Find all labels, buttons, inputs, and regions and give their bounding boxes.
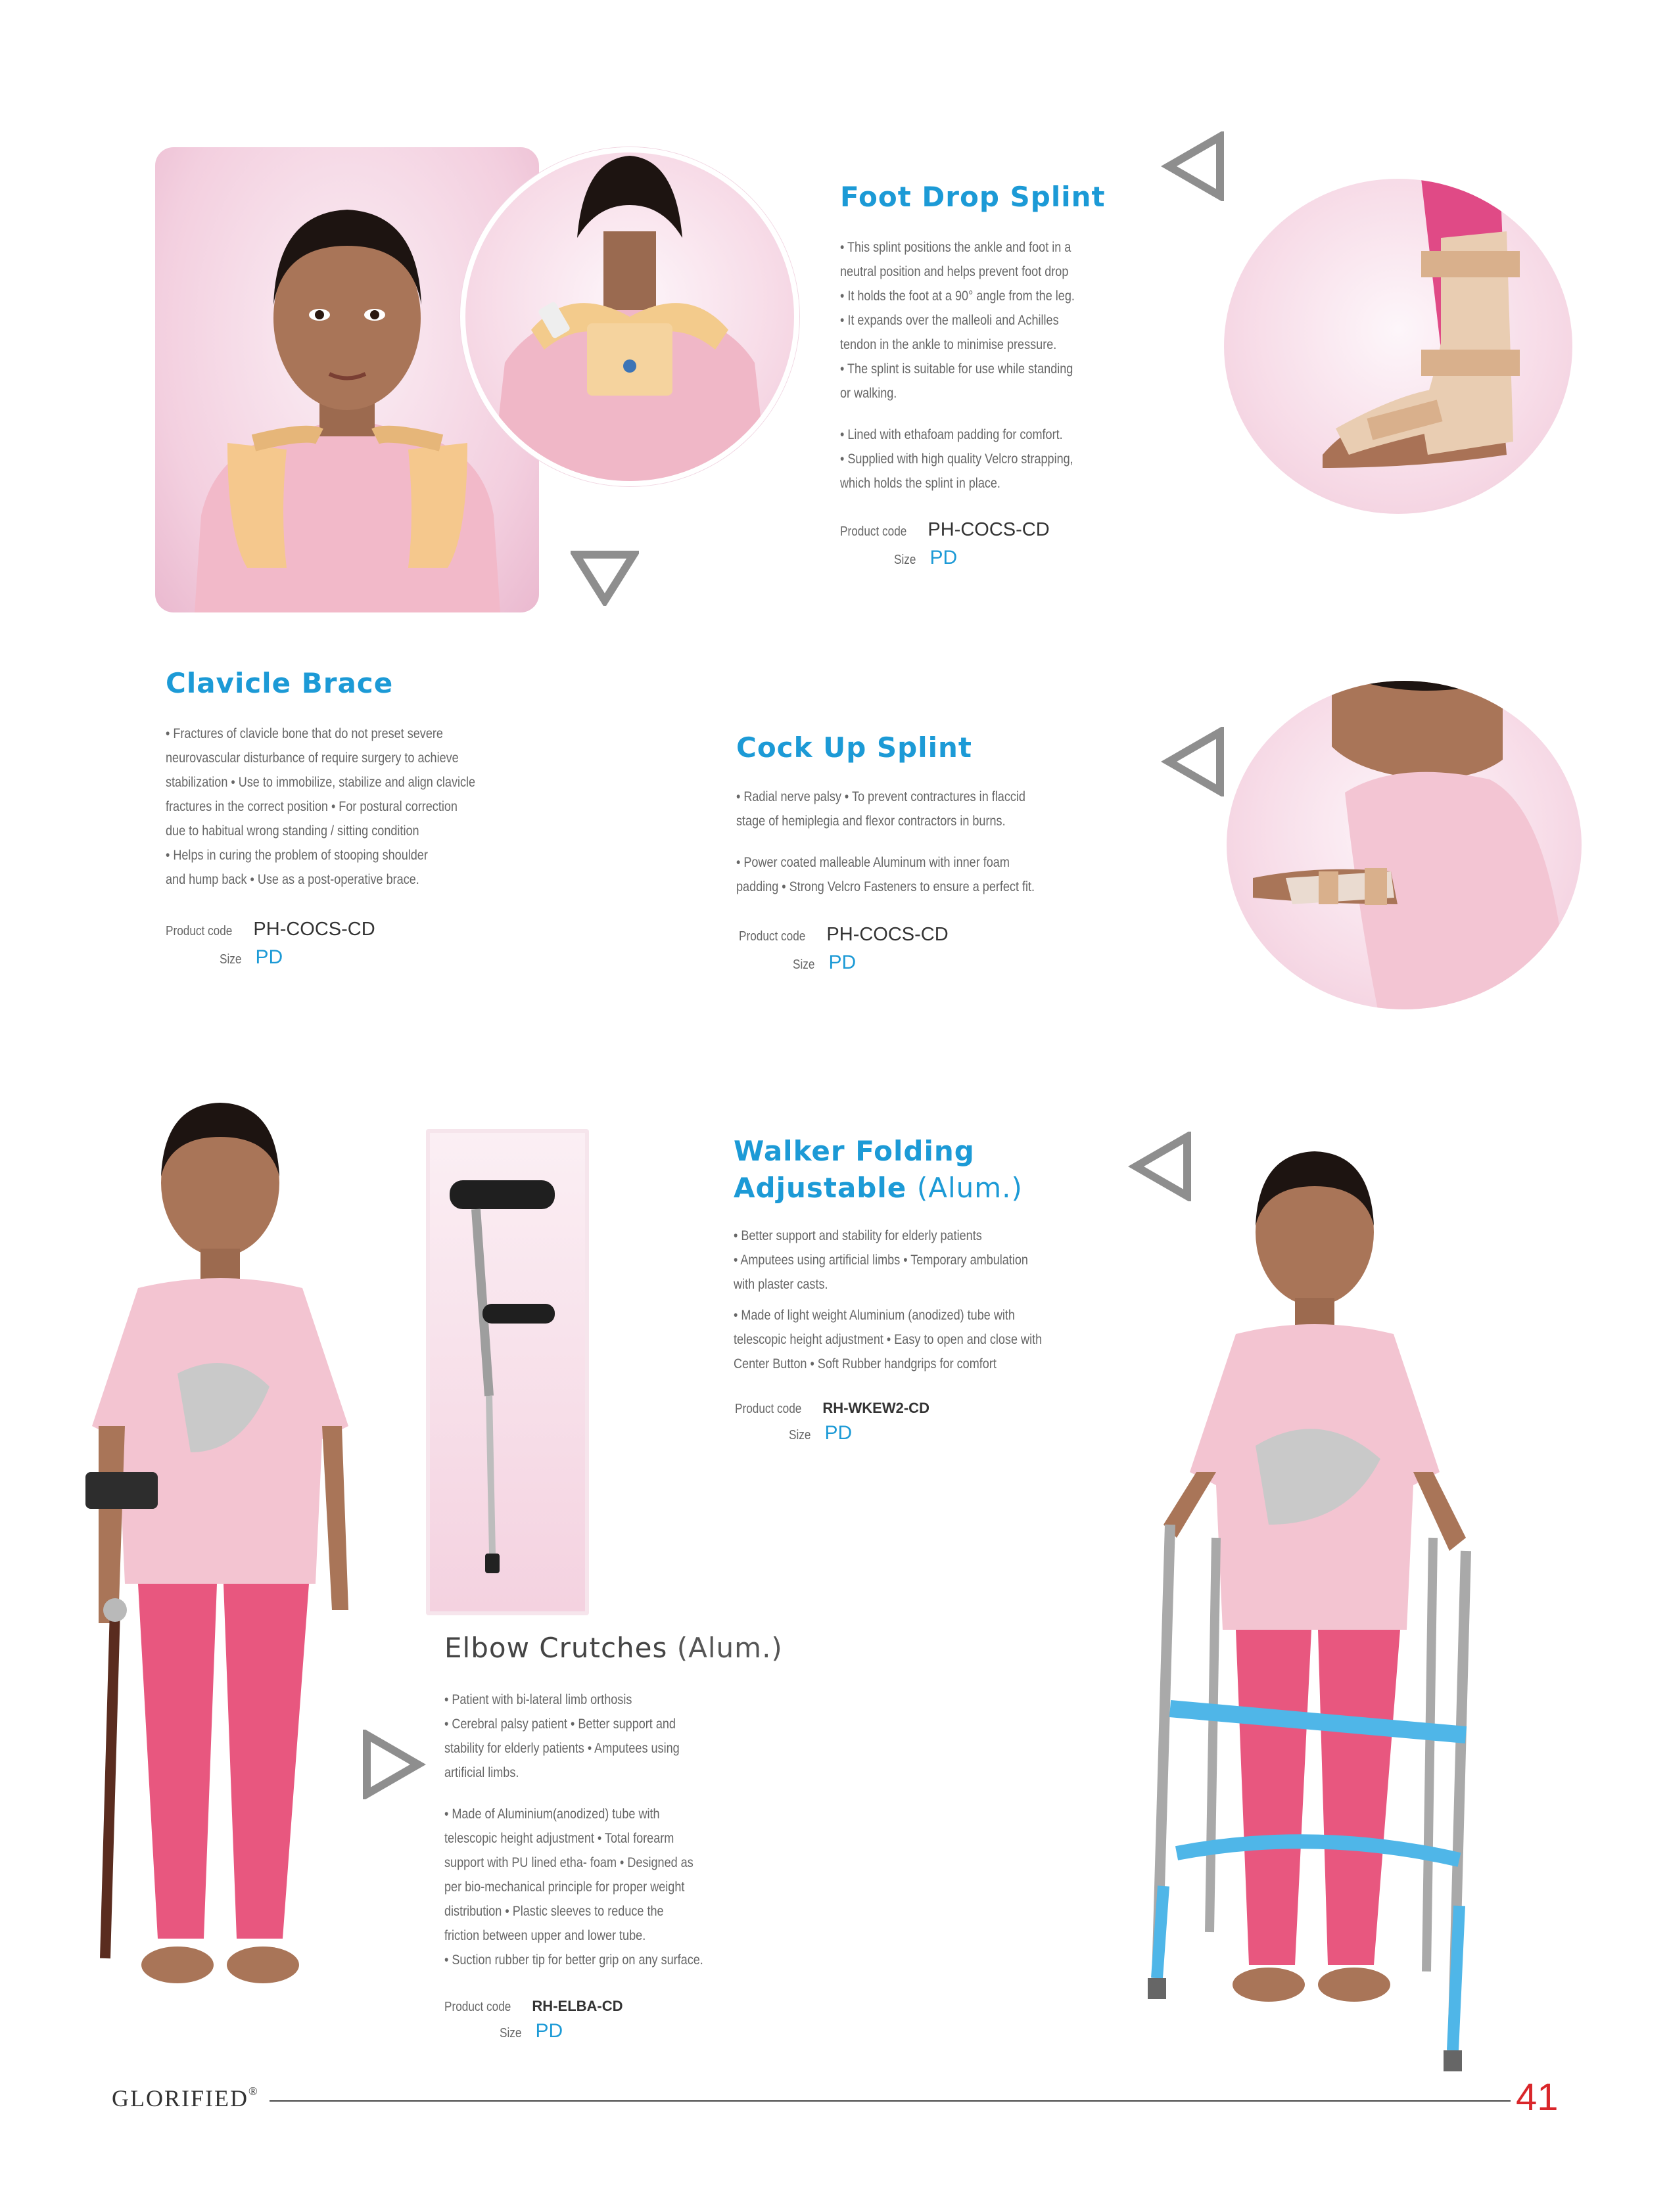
footer-divider (270, 2100, 1511, 2102)
product-code-value: RH-WKEW2-CD (822, 1400, 929, 1416)
page-number: 41 (1516, 2076, 1559, 2119)
clavicle-title: Clavicle Brace (166, 667, 394, 699)
walker-title-line2 (734, 1170, 1023, 1207)
bullet-line: stability for elderly patients • Amputees using (444, 1741, 680, 1756)
bullet-line: • Helps in curing the problem of stooping shoulder (166, 848, 428, 863)
bullet-line: which holds the splint in place. (840, 476, 1000, 491)
bullet-line: artificial limbs. (444, 1765, 519, 1780)
foot-drop-title: Foot Drop Splint (840, 181, 1106, 213)
walker-title-line2-text: Adjustable (734, 1172, 907, 1204)
bullet-line: • Radial nerve palsy • To prevent contractures in flaccid (736, 789, 1025, 804)
product-code-label: Product code (444, 2000, 511, 2014)
bullet-line: • Amputees using artificial limbs • Temporary ambulation (734, 1253, 1028, 1268)
size-value: PD (929, 547, 958, 568)
product-code-value: PH-COCS-CD (928, 519, 1050, 540)
bullet-line: • Power coated malleable Aluminum with inner foam (736, 855, 1010, 870)
bullet-line: telescopic height adjustment • Total forearm (444, 1831, 674, 1846)
bullet-line: neutral position and helps prevent foot drop (840, 264, 1069, 279)
brand-registered-mark: ® (248, 2085, 259, 2098)
bullet-line: • Made of light weight Aluminium (anodized) tube with (734, 1308, 1015, 1323)
walker-child-photo (1085, 1130, 1492, 2077)
size-value: PD (255, 946, 283, 968)
bullet-line: with plaster casts. (734, 1277, 828, 1292)
foot-drop-photo (1224, 179, 1572, 514)
crutches-title-text: Elbow Crutches (444, 1632, 668, 1664)
size-value: PD (535, 2020, 563, 2042)
bullet-line: stabilization • Use to immobilize, stabilize and align clavicle (166, 775, 476, 790)
clavicle-bullets (166, 722, 639, 892)
walker-title (734, 1133, 1023, 1207)
crutches-title-suffix: (Alum.) (676, 1632, 783, 1664)
size-label: Size (500, 2026, 522, 2040)
triangle-right-icon (360, 1730, 426, 1799)
crutches-child-photo (72, 1084, 375, 2096)
size-label: Size (894, 553, 916, 567)
foot-drop-bullets (840, 235, 1195, 495)
clavicle-brace-back-photo (460, 147, 799, 486)
bullet-line: • This splint positions the ankle and foot in a (840, 240, 1071, 255)
bullet-line: • The splint is suitable for use while standing (840, 361, 1073, 377)
elbow-crutch-product-photo (426, 1129, 589, 1615)
size-label: Size (793, 957, 815, 972)
bullet-line: friction between upper and lower tube. (444, 1928, 646, 1943)
size-label: Size (789, 1428, 811, 1442)
bullet-line: per bio-mechanical principle for proper weight (444, 1879, 685, 1895)
bullet-line: • It expands over the malleoli and Achilles (840, 313, 1059, 328)
bullet-line: neurovascular disturbance of require surgery to achieve (166, 750, 459, 766)
bullet-line: and hump back • Use as a post-operative brace. (166, 872, 419, 887)
bullet-line: Center Button • Soft Rubber handgrips for comfort (734, 1356, 997, 1371)
cock-up-bullets (736, 785, 1183, 899)
bullet-line: padding • Strong Velcro Fasteners to ensure a perfect fit. (736, 879, 1035, 894)
bullet-line: • Supplied with high quality Velcro strapping, (840, 451, 1073, 467)
walker-title-line1: Walker Folding (734, 1135, 975, 1167)
bullet-line: due to habitual wrong standing / sitting condition (166, 823, 419, 839)
bullet-line: telescopic height adjustment • Easy to open and close with (734, 1332, 1043, 1347)
product-code-label: Product code (735, 1402, 802, 1416)
triangle-left-icon (1161, 131, 1227, 201)
bullet-line: tendon in the ankle to minimise pressure. (840, 337, 1057, 352)
size-value: PD (824, 1422, 853, 1444)
crutches-title (444, 1630, 783, 1667)
bullet-line: or walking. (840, 386, 897, 401)
bullet-line: stage of hemiplegia and flexor contractors in burns. (736, 814, 1006, 829)
crutches-product-code (444, 1998, 623, 2015)
walker-product-code (735, 1400, 929, 1417)
walker-size (789, 1422, 852, 1444)
walker-title-suffix: (Alum.) (916, 1172, 1023, 1204)
bullet-line: distribution • Plastic sleeves to reduce the (444, 1904, 664, 1919)
product-code-label: Product code (166, 924, 233, 938)
product-code-label: Product code (840, 524, 907, 539)
size-value: PD (828, 952, 857, 973)
bullet-line: support with PU lined etha- foam • Designed as (444, 1855, 693, 1870)
cock-up-size (793, 952, 856, 974)
bullet-line: • Lined with ethafoam padding for comfort. (840, 427, 1063, 442)
bullet-line: • Patient with bi-lateral limb orthosis (444, 1692, 632, 1707)
bullet-line: • Better support and stability for elderly patients (734, 1228, 982, 1243)
clavicle-size (220, 946, 283, 969)
foot-drop-product-code (840, 519, 1050, 541)
clavicle-product-code (166, 919, 375, 940)
size-label: Size (220, 952, 242, 967)
footer-brand (112, 2085, 259, 2112)
product-code-value: PH-COCS-CD (826, 924, 949, 945)
bullet-line: fractures in the correct position • For postural correction (166, 799, 458, 814)
product-code-value: PH-COCS-CD (253, 919, 375, 940)
crutches-bullets (444, 1688, 839, 1972)
bullet-line: • Suction rubber tip for better grip on any surface. (444, 1952, 703, 1968)
cock-up-photo (1227, 681, 1582, 1009)
bullet-line: • It holds the foot at a 90° angle from the leg. (840, 288, 1075, 304)
cock-up-title: Cock Up Splint (736, 731, 973, 764)
product-code-value: RH-ELBA-CD (532, 1998, 623, 2014)
foot-drop-size (894, 547, 957, 569)
triangle-down-icon (571, 549, 639, 606)
crutches-size (500, 2020, 563, 2042)
brand-name: GLORIFIED (112, 2085, 248, 2111)
product-code-label: Product code (739, 929, 806, 944)
bullet-line: • Made of Aluminium(anodized) tube with (444, 1807, 660, 1822)
bullet-line: • Fractures of clavicle bone that do not preset severe (166, 726, 443, 741)
bullet-line: • Cerebral palsy patient • Better support and (444, 1717, 676, 1732)
cock-up-product-code (739, 924, 949, 946)
